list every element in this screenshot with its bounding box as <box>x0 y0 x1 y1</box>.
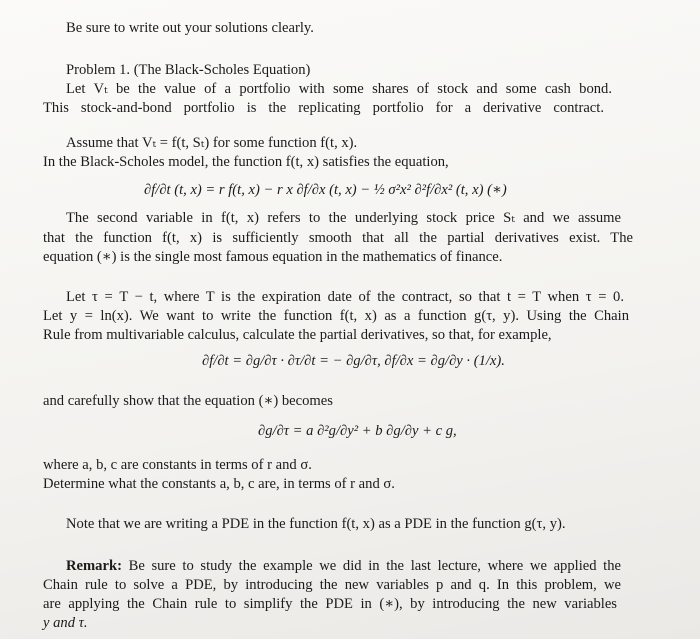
text-line: Determine what the constants a, b, c are, in terms of r and σ. <box>43 476 395 492</box>
remark-line <box>66 557 621 575</box>
text-line: The second variable in f(t, x) refers to the underlying stock price Sₜ and we assume <box>66 210 621 226</box>
remark-label: Remark: <box>66 558 122 574</box>
text-line: Let Vₜ be the value of a portfolio with some shares of stock and some cash bond. <box>66 81 612 97</box>
text-line: and carefully show that the equation (∗) becomes <box>43 393 333 409</box>
text-line: y and τ. <box>43 615 88 631</box>
text-line: Let y = ln(x). We want to write the function f(t, x) as a function g(τ, y). Using the Chain <box>43 308 629 324</box>
text-line: Chain rule to solve a PDE, by introducing the new variables p and q. In this problem, we <box>43 577 621 593</box>
problem-title: Problem 1. (The Black-Scholes Equation) <box>66 62 311 78</box>
remark-text: Be sure to study the example we did in the last lecture, where we applied the <box>121 558 621 574</box>
text-line: Rule from multivariable calculus, calculate the partial derivatives, so that, for example, <box>43 327 552 343</box>
text-line: Let τ = T − t, where T is the expiration date of the contract, so that t = T when τ = 0. <box>66 289 624 305</box>
instruction-line: Be sure to write out your solutions clearly. <box>66 20 314 36</box>
text-line: This stock-and-bond portfolio is the replicating portfolio for a derivative contract. <box>43 100 604 116</box>
text-line: where a, b, c are constants in terms of r and σ. <box>43 457 312 473</box>
black-scholes-equation: ∂f/∂t (t, x) = r f(t, x) − r x ∂f/∂x (t, x) − ½ σ²x² ∂²f/∂x² (t, x) (∗) <box>144 182 507 198</box>
note-line: Note that we are writing a PDE in the function f(t, x) as a PDE in the function g(τ, y). <box>66 516 566 532</box>
chain-rule-equation: ∂f/∂t = ∂g/∂τ · ∂τ/∂t = − ∂g/∂τ, ∂f/∂x = ∂g/∂y · (1/x). <box>202 353 505 369</box>
text-line: that the function f(t, x) is sufficiently smooth that all the partial derivatives exist. The <box>43 230 633 246</box>
text-line: are applying the Chain rule to simplify the PDE in (∗), by introducing the new variables <box>43 596 617 612</box>
text-line: In the Black-Scholes model, the function f(t, x) satisfies the equation, <box>43 154 449 170</box>
text-line: equation (∗) is the single most famous equation in the mathematics of finance. <box>43 249 503 265</box>
text-line: Assume that Vₜ = f(t, Sₜ) for some function f(t, x). <box>66 135 358 151</box>
transformed-equation: ∂g/∂τ = a ∂²g/∂y² + b ∂g/∂y + c g, <box>258 423 457 439</box>
